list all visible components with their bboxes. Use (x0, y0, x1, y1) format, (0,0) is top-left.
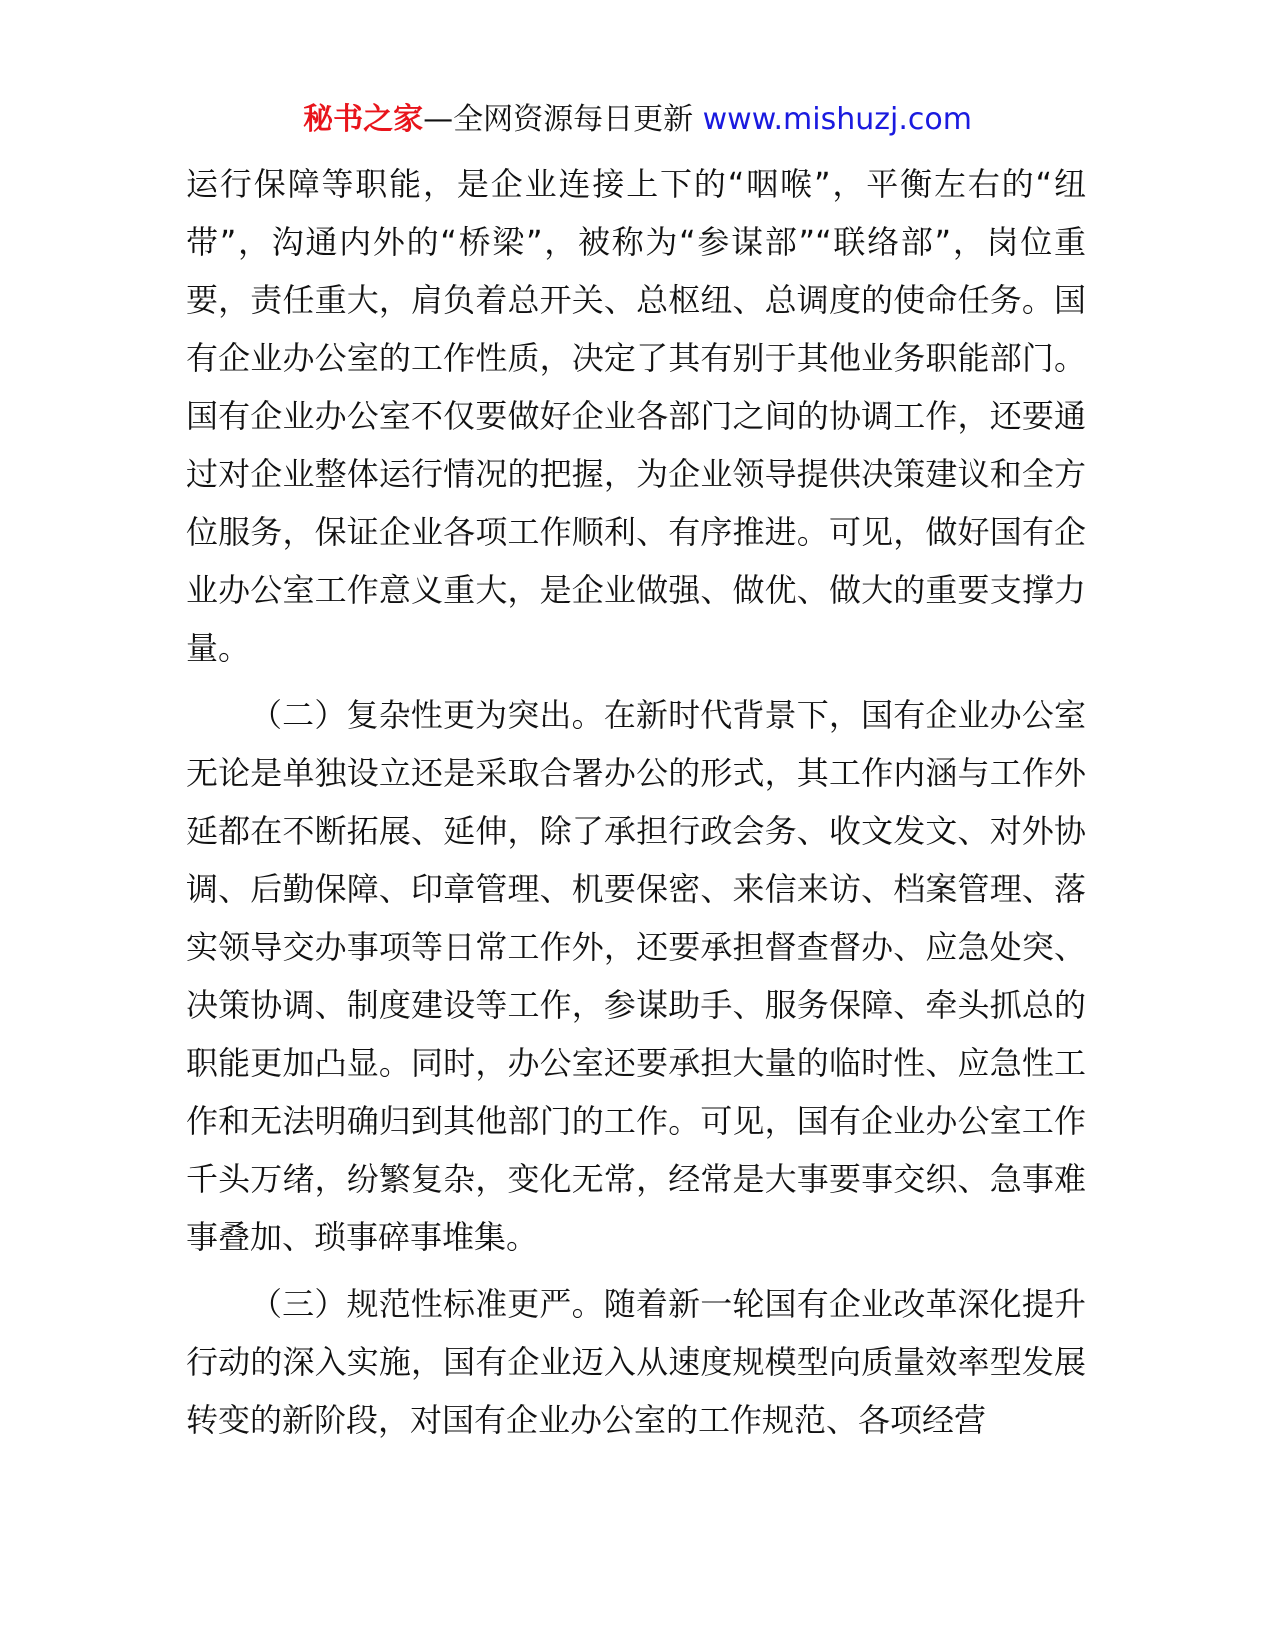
site-brand: 秘书之家 (303, 102, 424, 137)
site-url-link[interactable]: www.mishuzj.com (702, 102, 972, 137)
paragraph-continuation: 运行保障等职能，是企业连接上下的“咽喉”，平衡左右的“纽带”，沟通内外的“桥梁”，被称为“参谋部”“联络部”，岗位重要，责任重大，肩负着总开关、总枢纽、总调度的使命任务。国有企业办公室的工作性质，决定了其有别于其他业务职能部门。国有企业办公室不仅要做好企业各部门之间的协调工作，还要通过对企业整体运行情况的把握，为企业领导提供决策建议和全方位服务，保证企业各项工作顺利、有序推进。可见，做好国有企业办公室工作意义重大，是企业做强、做优、做大的重要支撑力量。 (186, 165, 1086, 667)
paragraph-section-three: （三）规范性标准更严。随着新一轮国有企业改革深化提升行动的深入实施，国有企业迈入从速度规模型向质量效率型发展转变的新阶段，对国有企业办公室的工作规范、各项经营 (186, 1285, 1086, 1439)
site-header (0, 100, 1275, 140)
site-tagline: —全网资源每日更新 (423, 102, 694, 137)
paragraph-section-two: （二）复杂性更为突出。在新时代背景下，国有企业办公室无论是单独设立还是采取合署办公的形式，其工作内涵与工作外延都在不断拓展、延伸，除了承担行政会务、收文发文、对外协调、后勤保障、印章管理、机要保密、来信来访、档案管理、落实领导交办事项等日常工作外，还要承担督查督办、应急处突、决策协调、制度建设等工作，参谋助手、服务保障、牵头抓总的职能更加凸显。同时，办公室还要承担大量的临时性、应急性工作和无法明确归到其他部门的工作。可见，国有企业办公室工作千头万绪，纷繁复杂，变化无常，经常是大事要事交织、急事难事叠加、琐事碎事堆集。 (186, 696, 1086, 1256)
document-body (186, 155, 1086, 1449)
